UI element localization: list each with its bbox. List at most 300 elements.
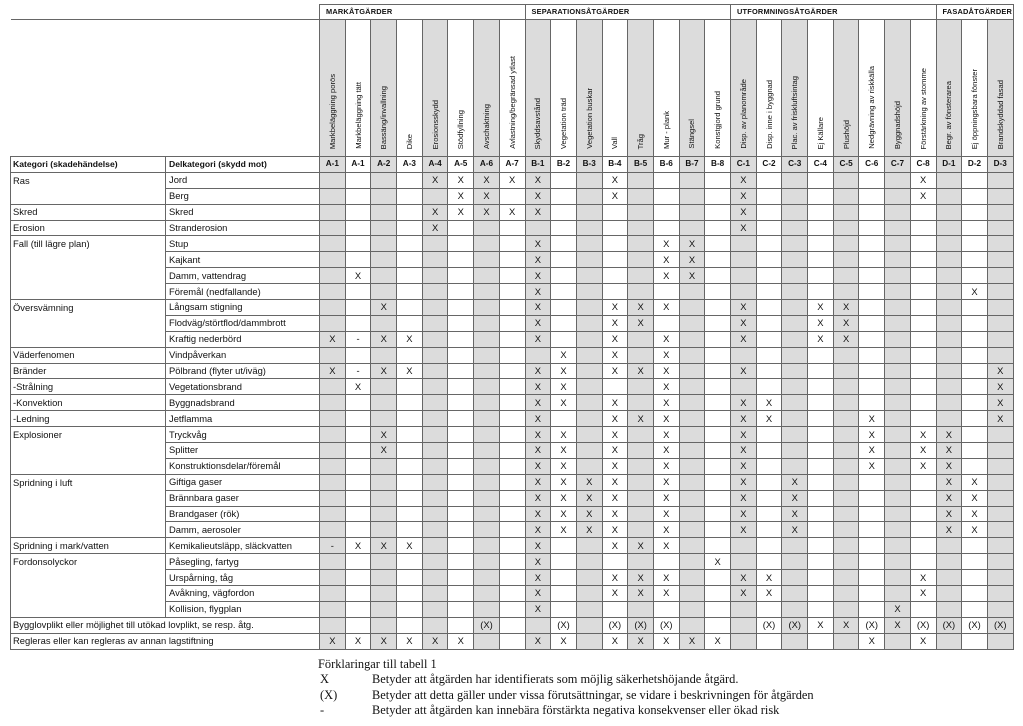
mark-cell: X xyxy=(576,474,602,490)
mark-cell xyxy=(576,411,602,427)
mark-cell xyxy=(320,379,346,395)
mark-cell xyxy=(371,554,397,570)
mark-cell xyxy=(833,506,859,522)
mark-cell xyxy=(679,570,705,586)
mark-cell xyxy=(885,236,911,252)
subcategory-header: Delkategori (skydd mot) xyxy=(166,157,320,173)
mark-cell xyxy=(525,220,551,236)
mark-cell xyxy=(397,347,423,363)
mark-cell: X xyxy=(705,554,731,570)
mark-cell: X xyxy=(782,522,808,538)
mark-cell: X xyxy=(808,617,834,633)
mark-cell xyxy=(679,379,705,395)
mark-cell xyxy=(397,490,423,506)
category-cell xyxy=(11,570,166,586)
mark-cell xyxy=(962,236,988,252)
mark-cell xyxy=(782,363,808,379)
category-cell xyxy=(11,252,166,268)
legend-item-negative xyxy=(318,703,780,719)
mark-cell xyxy=(499,490,525,506)
mark-cell xyxy=(499,220,525,236)
mark-cell xyxy=(679,300,705,316)
table-row xyxy=(11,172,1014,188)
mark-cell xyxy=(551,204,577,220)
mark-cell xyxy=(731,347,757,363)
mark-cell xyxy=(833,570,859,586)
subcategory-cell: Jord xyxy=(166,172,320,188)
mark-cell: X xyxy=(731,411,757,427)
subcategory-cell: Jetflamma xyxy=(166,411,320,427)
mark-cell xyxy=(422,490,448,506)
mark-cell xyxy=(936,188,962,204)
mark-cell xyxy=(833,395,859,411)
mark-cell xyxy=(345,347,371,363)
measure-name-cell xyxy=(628,20,654,157)
measure-name-cell xyxy=(551,20,577,157)
mark-cell xyxy=(576,172,602,188)
mark-cell xyxy=(885,395,911,411)
table-row xyxy=(11,347,1014,363)
table-row xyxy=(11,601,1014,617)
measure-name-cell xyxy=(782,20,808,157)
mark-cell xyxy=(320,220,346,236)
mark-cell xyxy=(422,331,448,347)
mark-cell: X xyxy=(525,538,551,554)
mark-cell: X xyxy=(653,490,679,506)
mark-cell: X xyxy=(628,315,654,331)
mark-cell xyxy=(551,236,577,252)
mark-cell: X xyxy=(653,443,679,459)
mark-cell: X xyxy=(602,633,628,649)
measure-code: C-1 xyxy=(731,157,757,173)
measure-name: Byggnadshöjd xyxy=(892,100,902,149)
mark-cell xyxy=(782,411,808,427)
mark-cell xyxy=(782,443,808,459)
mark-cell xyxy=(705,443,731,459)
mark-cell xyxy=(808,474,834,490)
mark-cell xyxy=(653,172,679,188)
mark-cell: X xyxy=(833,315,859,331)
mark-cell: X xyxy=(474,204,500,220)
mark-cell: X xyxy=(808,300,834,316)
mark-cell xyxy=(474,586,500,602)
mark-cell xyxy=(705,538,731,554)
mark-cell: X xyxy=(859,443,885,459)
mark-cell xyxy=(705,379,731,395)
mark-cell xyxy=(551,188,577,204)
mark-cell xyxy=(576,204,602,220)
mark-cell xyxy=(628,188,654,204)
mark-cell: X xyxy=(731,331,757,347)
measure-name-cell xyxy=(602,20,628,157)
mark-cell: X xyxy=(731,490,757,506)
mark-cell xyxy=(576,443,602,459)
mark-cell xyxy=(345,601,371,617)
measure-name: Disp. inne i byggnad xyxy=(764,80,774,149)
measure-name: Nedgrävning av riskkälla xyxy=(867,66,877,149)
mark-cell xyxy=(422,458,448,474)
mark-cell: X xyxy=(731,172,757,188)
mark-cell xyxy=(936,601,962,617)
mark-cell xyxy=(885,268,911,284)
mark-cell xyxy=(808,188,834,204)
mark-cell xyxy=(833,252,859,268)
mark-cell xyxy=(602,284,628,300)
mark-cell xyxy=(833,538,859,554)
mark-cell xyxy=(397,554,423,570)
mark-cell xyxy=(679,204,705,220)
mark-cell xyxy=(833,554,859,570)
mark-cell: X xyxy=(936,474,962,490)
mark-cell xyxy=(397,427,423,443)
mark-cell: (X) xyxy=(962,617,988,633)
mark-cell: X xyxy=(525,601,551,617)
mark-cell xyxy=(962,331,988,347)
mark-cell xyxy=(987,252,1013,268)
mark-cell xyxy=(962,443,988,459)
subcategory-cell: Splitter xyxy=(166,443,320,459)
mark-cell xyxy=(962,601,988,617)
mark-cell xyxy=(910,601,936,617)
mark-cell xyxy=(448,347,474,363)
mark-cell: X xyxy=(628,538,654,554)
mark-cell xyxy=(397,300,423,316)
mark-cell xyxy=(320,315,346,331)
mark-cell: X xyxy=(653,586,679,602)
mark-cell xyxy=(885,427,911,443)
mark-cell xyxy=(474,252,500,268)
mark-cell: X xyxy=(320,363,346,379)
mark-cell xyxy=(910,395,936,411)
mark-cell xyxy=(345,443,371,459)
mark-cell: X xyxy=(653,300,679,316)
mark-cell xyxy=(962,395,988,411)
mark-cell: X xyxy=(602,347,628,363)
mark-cell xyxy=(833,236,859,252)
legend xyxy=(318,657,814,719)
mark-cell xyxy=(705,315,731,331)
measure-code: C-6 xyxy=(859,157,885,173)
measure-name: Bassäng/invallning xyxy=(379,85,389,149)
mark-cell: X xyxy=(525,315,551,331)
table-row xyxy=(11,363,1014,379)
measure-name: Dike xyxy=(404,133,414,149)
mark-cell xyxy=(885,363,911,379)
mark-cell xyxy=(422,236,448,252)
mark-cell xyxy=(731,379,757,395)
mark-cell xyxy=(474,347,500,363)
mark-cell: X xyxy=(859,458,885,474)
mark-cell: X xyxy=(962,522,988,538)
mark-cell: X xyxy=(602,443,628,459)
mark-cell xyxy=(371,172,397,188)
mark-cell xyxy=(628,427,654,443)
measure-name: Markbeläggning tätt xyxy=(353,82,363,149)
mark-cell: X xyxy=(525,172,551,188)
mark-cell: X xyxy=(859,633,885,649)
mark-cell xyxy=(833,443,859,459)
mark-cell xyxy=(782,236,808,252)
mark-cell: X xyxy=(962,474,988,490)
mark-cell xyxy=(859,586,885,602)
mark-cell xyxy=(756,188,782,204)
mark-cell xyxy=(576,586,602,602)
measure-code: A-1 xyxy=(345,157,371,173)
mark-cell xyxy=(397,570,423,586)
mark-cell: X xyxy=(679,633,705,649)
category-cell: Fall (till lägre plan) xyxy=(11,236,166,252)
mark-cell xyxy=(731,617,757,633)
table-row xyxy=(11,586,1014,602)
mark-cell xyxy=(371,220,397,236)
mark-cell xyxy=(705,236,731,252)
mark-cell: (X) xyxy=(602,617,628,633)
mark-cell xyxy=(397,188,423,204)
mark-cell: X xyxy=(910,172,936,188)
mark-cell xyxy=(987,506,1013,522)
mark-cell xyxy=(910,347,936,363)
mark-cell xyxy=(499,570,525,586)
mark-cell xyxy=(448,617,474,633)
mark-cell xyxy=(320,300,346,316)
subcategory-cell: Påsegling, fartyg xyxy=(166,554,320,570)
mark-cell: (X) xyxy=(859,617,885,633)
mark-cell xyxy=(962,300,988,316)
mark-cell xyxy=(679,188,705,204)
mark-cell xyxy=(576,427,602,443)
mark-cell xyxy=(653,554,679,570)
measure-code: D-3 xyxy=(987,157,1013,173)
category-cell xyxy=(11,315,166,331)
mark-cell xyxy=(962,268,988,284)
measure-name: Avschaktning xyxy=(481,103,491,149)
mark-cell xyxy=(628,522,654,538)
mark-cell xyxy=(679,363,705,379)
mark-cell xyxy=(962,538,988,554)
measure-name: Stängsel xyxy=(687,119,697,149)
mark-cell: X xyxy=(731,506,757,522)
mark-cell xyxy=(833,220,859,236)
mark-cell xyxy=(551,586,577,602)
mark-cell: X xyxy=(910,188,936,204)
mark-cell xyxy=(474,633,500,649)
group-header: SEPARATIONSÅTGÄRDER xyxy=(525,5,731,20)
mark-cell xyxy=(885,188,911,204)
subcategory-cell: Stup xyxy=(166,236,320,252)
subcategory-cell: Byggnadsbrand xyxy=(166,395,320,411)
mark-cell xyxy=(962,554,988,570)
measure-name: Vegetation träd xyxy=(559,97,569,149)
category-cell: Översvämning xyxy=(11,300,166,316)
mark-cell: X xyxy=(397,633,423,649)
mark-cell xyxy=(885,633,911,649)
mark-cell xyxy=(551,570,577,586)
mark-cell: X xyxy=(936,458,962,474)
mark-cell xyxy=(679,331,705,347)
mark-cell xyxy=(371,506,397,522)
mark-cell: X xyxy=(731,586,757,602)
mark-cell xyxy=(474,220,500,236)
mark-cell xyxy=(371,601,397,617)
mark-cell xyxy=(808,236,834,252)
mark-cell xyxy=(576,601,602,617)
mark-cell: X xyxy=(371,427,397,443)
mark-cell xyxy=(859,188,885,204)
mark-cell: X xyxy=(345,268,371,284)
mark-cell xyxy=(422,411,448,427)
mark-cell xyxy=(962,633,988,649)
subcategory-cell: Damm, vattendrag xyxy=(166,268,320,284)
mark-cell xyxy=(910,284,936,300)
mark-cell: X xyxy=(653,331,679,347)
measure-code: C-4 xyxy=(808,157,834,173)
mark-cell: X xyxy=(525,252,551,268)
mark-cell xyxy=(782,252,808,268)
mark-cell xyxy=(782,379,808,395)
mark-cell xyxy=(371,252,397,268)
measure-name-cell xyxy=(474,20,500,157)
mark-cell xyxy=(474,315,500,331)
mark-cell xyxy=(679,427,705,443)
blank-cell xyxy=(11,5,320,20)
mark-cell: - xyxy=(320,538,346,554)
mark-cell xyxy=(808,601,834,617)
mark-cell xyxy=(499,331,525,347)
measure-code: C-7 xyxy=(885,157,911,173)
measure-code: A-2 xyxy=(371,157,397,173)
subcategory-cell: Långsam stigning xyxy=(166,300,320,316)
mark-cell xyxy=(936,538,962,554)
mark-cell: X xyxy=(628,633,654,649)
mark-cell xyxy=(808,284,834,300)
mark-cell xyxy=(320,188,346,204)
mark-cell: X xyxy=(499,172,525,188)
mark-cell xyxy=(705,363,731,379)
measure-name-cell xyxy=(525,20,551,157)
mark-cell xyxy=(448,252,474,268)
mark-cell xyxy=(705,331,731,347)
mark-cell: X xyxy=(731,220,757,236)
mark-cell xyxy=(782,458,808,474)
mark-cell: X xyxy=(551,633,577,649)
category-cell: -Strålning xyxy=(11,379,166,395)
mark-cell xyxy=(397,315,423,331)
mark-cell xyxy=(474,379,500,395)
mark-cell xyxy=(962,172,988,188)
mark-cell: X xyxy=(653,458,679,474)
measure-name-cell xyxy=(345,20,371,157)
table-row xyxy=(11,474,1014,490)
mark-cell: X xyxy=(602,300,628,316)
mark-cell xyxy=(474,443,500,459)
subcategory-cell: Föremål (nedfallande) xyxy=(166,284,320,300)
mark-cell xyxy=(576,363,602,379)
mark-cell: X xyxy=(397,331,423,347)
mark-cell xyxy=(345,411,371,427)
table-row xyxy=(11,331,1014,347)
mark-cell xyxy=(397,522,423,538)
mark-cell xyxy=(345,522,371,538)
legend-title: Förklaringar till tabell 1 xyxy=(318,657,437,671)
mark-cell: X xyxy=(525,474,551,490)
mark-cell xyxy=(859,363,885,379)
mark-cell xyxy=(936,315,962,331)
mark-cell: X xyxy=(422,204,448,220)
mark-cell xyxy=(859,220,885,236)
mark-cell: X xyxy=(731,204,757,220)
mark-cell xyxy=(910,522,936,538)
mark-cell: X xyxy=(705,633,731,649)
mark-cell xyxy=(962,379,988,395)
subcategory-cell: Damm, aerosoler xyxy=(166,522,320,538)
mark-cell: X xyxy=(551,363,577,379)
mark-cell: X xyxy=(653,252,679,268)
mark-cell: X xyxy=(731,315,757,331)
mark-cell: X xyxy=(525,633,551,649)
category-cell: Fordonsolyckor xyxy=(11,554,166,570)
mark-cell xyxy=(628,204,654,220)
mark-cell xyxy=(782,284,808,300)
mark-cell: X xyxy=(936,490,962,506)
mark-cell: X xyxy=(756,586,782,602)
mark-cell: X xyxy=(525,236,551,252)
category-cell xyxy=(11,443,166,459)
mark-cell xyxy=(756,172,782,188)
measure-name-cell xyxy=(499,20,525,157)
mark-cell xyxy=(397,474,423,490)
mark-cell xyxy=(397,284,423,300)
mark-cell xyxy=(885,284,911,300)
measure-name-cell xyxy=(448,20,474,157)
mark-cell: X xyxy=(756,411,782,427)
table-row xyxy=(11,236,1014,252)
column-header-row xyxy=(11,157,1014,173)
legend-symbol: X xyxy=(320,672,329,686)
category-cell: Spridning i luft xyxy=(11,474,166,490)
mark-cell xyxy=(345,554,371,570)
mark-cell xyxy=(679,538,705,554)
measure-code: B-8 xyxy=(705,157,731,173)
mark-cell xyxy=(808,570,834,586)
mark-cell: X xyxy=(551,427,577,443)
mark-cell xyxy=(422,570,448,586)
measure-code: D-2 xyxy=(962,157,988,173)
mark-cell xyxy=(859,554,885,570)
category-cell xyxy=(11,506,166,522)
mark-cell xyxy=(705,268,731,284)
measure-name-cell xyxy=(756,20,782,157)
mark-cell xyxy=(833,633,859,649)
measure-code: C-3 xyxy=(782,157,808,173)
mark-cell xyxy=(448,268,474,284)
legend-item-x xyxy=(318,672,739,688)
category-cell xyxy=(11,331,166,347)
mark-cell: X xyxy=(731,458,757,474)
mark-cell: X xyxy=(731,363,757,379)
legend-item-conditional xyxy=(318,687,814,704)
mark-cell xyxy=(474,411,500,427)
mark-cell xyxy=(962,363,988,379)
mark-cell xyxy=(679,172,705,188)
mark-cell: X xyxy=(756,395,782,411)
mark-cell xyxy=(422,617,448,633)
mark-cell xyxy=(474,331,500,347)
mark-cell xyxy=(474,427,500,443)
mark-cell xyxy=(705,506,731,522)
mark-cell: X xyxy=(448,172,474,188)
mark-cell: X xyxy=(371,363,397,379)
mark-cell xyxy=(679,506,705,522)
